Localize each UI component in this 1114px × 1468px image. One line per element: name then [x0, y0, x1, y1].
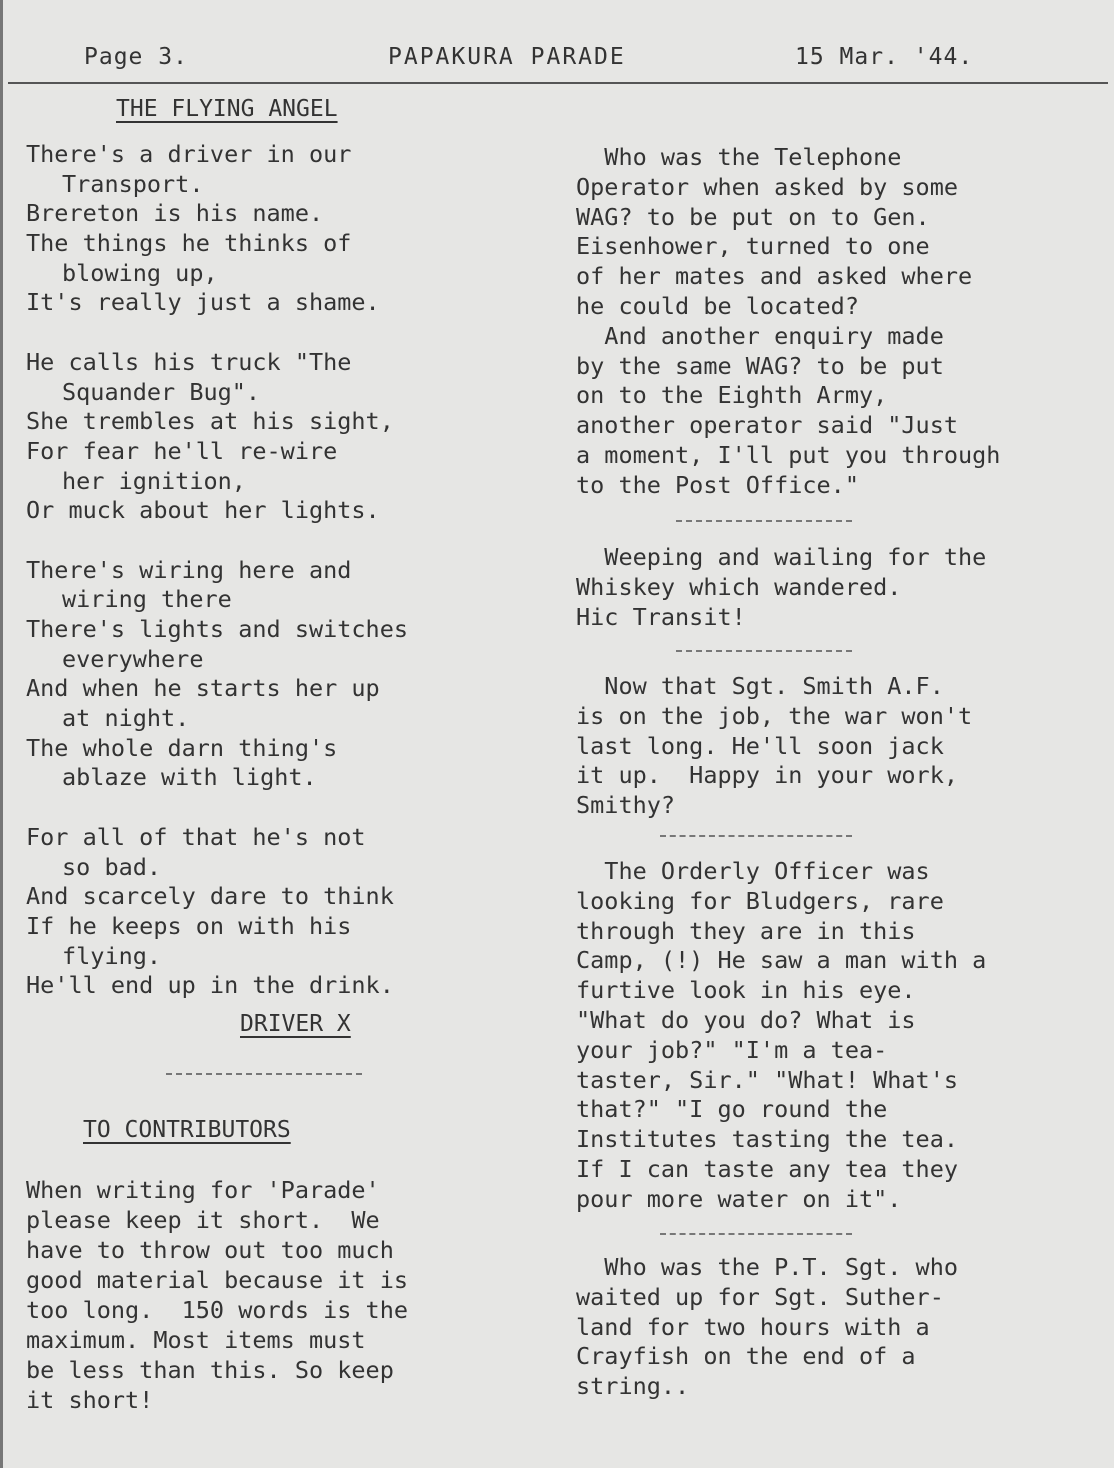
item-divider: [660, 1233, 852, 1235]
news-item-line: another operator said "Just: [576, 411, 959, 440]
newsletter-title: PAPAKURA PARADE: [388, 44, 626, 70]
news-item-line: of her mates and asked where: [576, 262, 973, 291]
news-item-line: Camp, (!) He saw a man with a: [576, 946, 987, 975]
news-item: [576, 143, 1000, 501]
poem-line: He calls his truck "The: [26, 347, 352, 376]
section-divider: [166, 1073, 362, 1075]
news-item-line: on to the Eighth Army,: [576, 381, 888, 410]
news-item-line: waited up for Sgt. Suther-: [576, 1282, 944, 1311]
news-item-line: furtive look in his eye.: [576, 976, 916, 1005]
news-item-line: The Orderly Officer was: [576, 857, 930, 885]
contributors-line: it short!: [26, 1386, 154, 1414]
news-item-line: your job?" "I'm a tea-: [576, 1035, 888, 1064]
header-rule: [8, 82, 1108, 84]
news-item-line: "What do you do? What is: [576, 1005, 916, 1034]
contributors-line: be less than this. So keep: [26, 1356, 394, 1384]
news-item-line: And another enquiry made: [576, 321, 944, 350]
news-item-line: last long. He'll soon jack: [576, 731, 944, 760]
news-item-line: land for two hours with a: [576, 1312, 930, 1341]
news-item-line: Smithy?: [576, 791, 676, 820]
news-item-line: Weeping and wailing for the: [576, 543, 987, 571]
poem-line: And scarcely dare to think: [26, 882, 394, 911]
contributors-title: TO CONTRIBUTORS: [83, 1117, 291, 1143]
poem-line: There's a driver in our: [26, 140, 352, 168]
contributors-line: When writing for 'Parade': [26, 1176, 380, 1204]
poem-line: For fear he'll re-wire: [26, 436, 338, 465]
poem-line: Brereton is his name.: [26, 199, 324, 228]
news-item-line: taster, Sir." "What! What's: [576, 1065, 959, 1094]
poem-line: She trembles at his sight,: [26, 407, 394, 436]
news-item-line: string..: [576, 1372, 690, 1401]
poem-line: her ignition,: [62, 466, 246, 495]
news-item-line: to the Post Office.": [576, 470, 859, 499]
news-item-line: Hic Transit!: [576, 602, 746, 631]
poem-line: ablaze with light.: [62, 763, 317, 792]
stanza-gap: [26, 526, 408, 556]
poem-signature: DRIVER X: [240, 1011, 351, 1037]
poem-line: blowing up,: [62, 258, 218, 287]
poem-line: The things he thinks of: [26, 229, 352, 258]
news-item-line: that?" "I go round the: [576, 1095, 888, 1124]
page-left-edge: [0, 0, 3, 1468]
poem-line: at night.: [62, 704, 190, 733]
news-item-line: by the same WAG? to be put: [576, 351, 944, 380]
poem-line: And when he starts her up: [26, 674, 380, 703]
item-divider: [676, 650, 852, 652]
news-item-line: it up. Happy in your work,: [576, 761, 959, 790]
poem-line: wiring there: [62, 585, 232, 614]
poem-body: [26, 140, 408, 1001]
news-item-line: pour more water on it".: [576, 1184, 902, 1213]
news-item-line: Who was the Telephone: [576, 143, 902, 171]
contributors-line: maximum. Most items must: [26, 1326, 366, 1354]
poem-line: It's really just a shame.: [26, 288, 380, 317]
news-item-line: he could be located?: [576, 291, 859, 320]
news-item-line: WAG? to be put on to Gen.: [576, 202, 930, 231]
item-divider: [660, 835, 852, 837]
news-item: [576, 672, 972, 821]
poem-title: THE FLYING ANGEL: [116, 96, 338, 122]
news-item-line: Eisenhower, turned to one: [576, 232, 930, 261]
news-item: [576, 1253, 958, 1402]
news-item-line: Now that Sgt. Smith A.F.: [576, 672, 944, 700]
news-item-line: looking for Bludgers, rare: [576, 886, 944, 915]
page-number: Page 3.: [84, 44, 188, 70]
poem-line: flying.: [62, 941, 162, 970]
contributors-line: good material because it is: [26, 1266, 409, 1294]
poem-line: everywhere: [62, 644, 204, 673]
poem-line: so bad.: [62, 852, 162, 881]
issue-date: 15 Mar. '44.: [795, 44, 974, 70]
poem-line: He'll end up in the drink.: [26, 971, 394, 1000]
poem-line: Squander Bug".: [62, 377, 261, 406]
poem-line: If he keeps on with his: [26, 911, 352, 940]
poem-line: For all of that he's not: [26, 822, 366, 851]
poem-line: Transport.: [62, 169, 204, 198]
contributors-line: too long. 150 words is the: [26, 1296, 409, 1324]
news-item-line: If I can taste any tea they: [576, 1154, 959, 1183]
poem-line: There's lights and switches: [26, 615, 409, 643]
news-item-line: Institutes tasting the tea.: [576, 1125, 959, 1154]
item-divider: [676, 520, 852, 522]
news-item-line: is on the job, the war won't: [576, 701, 973, 730]
poem-line: There's wiring here and: [26, 555, 352, 584]
contributors-body: [26, 1175, 408, 1415]
news-item-line: Crayfish on the end of a: [576, 1342, 916, 1371]
contributors-line: have to throw out too much: [26, 1236, 394, 1264]
poem-line: The whole darn thing's: [26, 733, 338, 762]
news-item: [576, 543, 986, 632]
news-item-line: through they are in this: [576, 916, 916, 945]
news-item: [576, 857, 986, 1215]
news-item-line: Operator when asked by some: [576, 172, 959, 201]
news-item-line: Who was the P.T. Sgt. who: [576, 1253, 959, 1281]
news-item-line: Whiskey which wandered.: [576, 572, 902, 601]
contributors-line: please keep it short. We: [26, 1206, 380, 1234]
news-item-line: a moment, I'll put you through: [576, 440, 1001, 469]
stanza-gap: [26, 793, 408, 823]
stanza-gap: [26, 318, 408, 348]
poem-line: Or muck about her lights.: [26, 496, 380, 525]
